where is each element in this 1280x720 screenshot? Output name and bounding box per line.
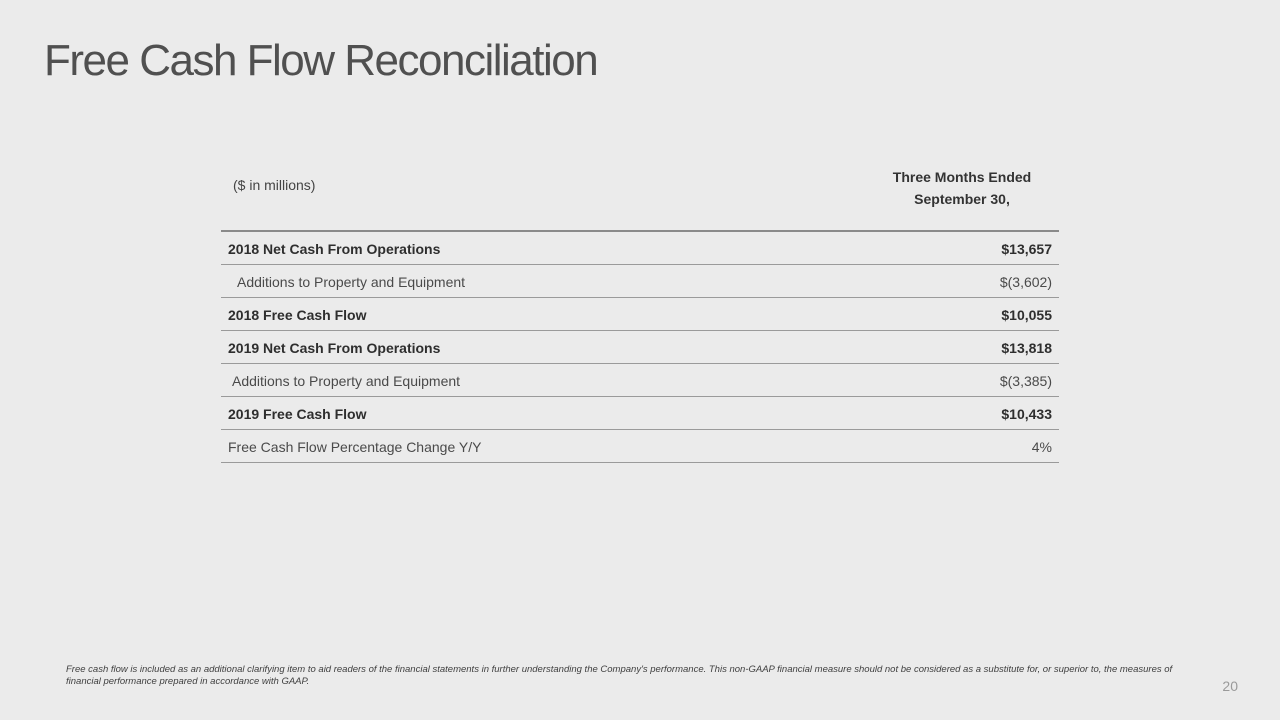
page-title: Free Cash Flow Reconciliation: [44, 36, 598, 85]
row-label: Additions to Property and Equipment: [237, 274, 466, 290]
table-row: [221, 232, 1059, 265]
footnote: Free cash flow is included as an additional clarifying item to aid readers of the financial statements in further understanding the Company's performance. This non-GAAP financial measure should not be considered as a substitute for, or superior to, the measures of financial performance prepared in accordance with GAAP.: [66, 664, 1173, 687]
row-value: $10,055: [1001, 307, 1052, 323]
table-header: [221, 160, 1059, 230]
period-header-line2: September 30,: [914, 191, 1010, 207]
row-label: 2018 Net Cash From Operations: [228, 241, 441, 257]
table-row: [221, 430, 1059, 463]
table-body: [221, 230, 1059, 463]
row-value: $13,818: [1001, 340, 1052, 356]
row-value: $13,657: [1001, 241, 1052, 257]
row-label: Free Cash Flow Percentage Change Y/Y: [228, 439, 482, 455]
row-value: $10,433: [1001, 406, 1052, 422]
row-value: $(3,602): [999, 274, 1052, 290]
table-row: [221, 265, 1059, 298]
table-row: [221, 397, 1059, 430]
reconciliation-table: [221, 160, 1059, 463]
table-row: [221, 364, 1059, 397]
period-header-line1: Three Months Ended: [892, 169, 1032, 185]
row-value: $(3,385): [999, 373, 1052, 389]
period-header: [867, 166, 1057, 210]
row-label: 2018 Free Cash Flow: [228, 307, 367, 323]
table-row: [221, 298, 1059, 331]
table-row: [221, 331, 1059, 364]
row-label: 2019 Free Cash Flow: [228, 406, 367, 422]
page-number: 20: [1222, 678, 1238, 694]
row-label: Additions to Property and Equipment: [232, 373, 461, 389]
row-value: 4%: [1031, 439, 1052, 455]
row-label: 2019 Net Cash From Operations: [228, 340, 441, 356]
units-label: ($ in millions): [233, 177, 316, 193]
